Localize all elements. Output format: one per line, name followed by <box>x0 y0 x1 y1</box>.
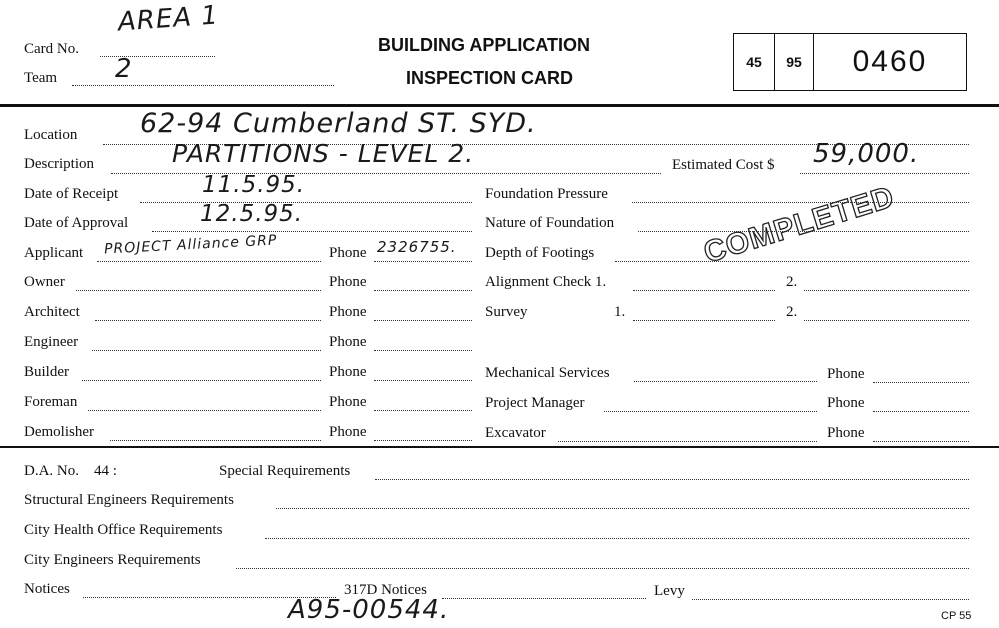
location-label: Location <box>24 127 78 143</box>
description-field[interactable] <box>111 173 661 174</box>
owner-label: Owner <box>24 274 65 290</box>
alignment-check-label: Alignment Check 1. <box>485 274 607 290</box>
builder-field[interactable] <box>82 380 321 381</box>
team-field[interactable] <box>72 85 334 86</box>
team-value: 2 <box>115 54 133 84</box>
ref-box-3: 0460 <box>852 45 928 78</box>
demolisher-phone-label: Phone <box>329 424 367 440</box>
special-requirements-field[interactable] <box>375 479 969 480</box>
foreman-label: Foreman <box>24 394 78 410</box>
alignment-check-2-field[interactable] <box>804 290 969 291</box>
owner-phone-label: Phone <box>329 274 367 290</box>
description-value: PARTITIONS - LEVEL 2. <box>172 139 475 168</box>
engineer-phone-field[interactable] <box>374 350 472 351</box>
city-engineers-field[interactable] <box>236 568 969 569</box>
project-manager-label: Project Manager <box>485 395 585 411</box>
location-value: 62-94 Cumberland ST. SYD. <box>140 108 537 139</box>
special-requirements-label: Special Requirements <box>219 463 351 479</box>
reference-number-boxes <box>733 33 967 91</box>
excavator-label: Excavator <box>485 425 546 441</box>
excavator-field[interactable] <box>558 441 817 442</box>
architect-field[interactable] <box>95 320 321 321</box>
structural-engineers-label: Structural Engineers Requirements <box>24 492 234 508</box>
demolisher-phone-field[interactable] <box>374 440 472 441</box>
card-no-label: Card No. <box>24 41 79 57</box>
mechanical-phone-label: Phone <box>827 366 865 382</box>
demolisher-field[interactable] <box>110 440 321 441</box>
form-code: CP 55 <box>941 610 972 622</box>
ref-box-2: 95 <box>775 34 814 90</box>
architect-label: Architect <box>24 304 80 320</box>
applicant-phone-value: 2326755. <box>377 238 457 256</box>
city-engineers-label: City Engineers Requirements <box>24 552 201 568</box>
estimated-cost-field[interactable] <box>800 173 969 174</box>
details-divider <box>0 446 999 448</box>
structural-engineers-field[interactable] <box>276 508 969 509</box>
engineer-phone-label: Phone <box>329 334 367 350</box>
form-title-line2: INSPECTION CARD <box>406 68 574 88</box>
foreman-phone-field[interactable] <box>374 410 472 411</box>
area-handwritten: AREA 1 <box>117 0 220 38</box>
alignment-check-2-label: 2. <box>786 274 798 290</box>
architect-phone-field[interactable] <box>374 320 472 321</box>
notices-label: Notices <box>24 581 70 597</box>
applicant-phone-label: Phone <box>329 245 367 261</box>
team-label: Team <box>24 70 58 86</box>
engineer-field[interactable] <box>92 350 321 351</box>
survey-label: Survey <box>485 304 528 320</box>
survey-2-field[interactable] <box>804 320 969 321</box>
survey-1-label: 1. <box>614 304 626 320</box>
demolisher-label: Demolisher <box>24 424 94 440</box>
builder-label: Builder <box>24 364 69 380</box>
date-receipt-label: Date of Receipt <box>24 186 119 202</box>
date-approval-label: Date of Approval <box>24 215 129 231</box>
mechanical-services-label: Mechanical Services <box>485 365 610 381</box>
excavator-phone-label: Phone <box>827 425 865 441</box>
project-manager-phone-field[interactable] <box>873 411 969 412</box>
mechanical-services-field[interactable] <box>634 381 817 382</box>
applicant-value: PROJECT Alliance GRP <box>103 232 278 258</box>
foundation-pressure-label: Foundation Pressure <box>485 186 608 202</box>
notices-317d-field[interactable] <box>442 598 646 599</box>
ref-box-1: 45 <box>734 34 775 90</box>
excavator-phone-field[interactable] <box>873 441 969 442</box>
architect-phone-label: Phone <box>329 304 367 320</box>
depth-footings-field[interactable] <box>615 261 969 262</box>
notices-317d-label: 317D Notices <box>344 582 427 598</box>
project-manager-field[interactable] <box>604 411 817 412</box>
builder-phone-field[interactable] <box>374 380 472 381</box>
levy-field[interactable] <box>692 599 969 600</box>
builder-phone-label: Phone <box>329 364 367 380</box>
survey-1-field[interactable] <box>633 320 775 321</box>
date-receipt-value: 11.5.95. <box>202 172 306 198</box>
survey-2-label: 2. <box>786 304 798 320</box>
date-approval-value: 12.5.95. <box>200 201 304 227</box>
header-divider <box>0 104 999 107</box>
da-no-value: 44 : <box>94 463 117 479</box>
nature-foundation-label: Nature of Foundation <box>485 215 615 231</box>
estimated-cost-label: Estimated Cost $ <box>672 157 775 173</box>
date-approval-field[interactable] <box>152 231 472 232</box>
owner-phone-field[interactable] <box>374 290 472 291</box>
form-title-line1: BUILDING APPLICATION <box>378 35 590 55</box>
applicant-phone-field[interactable] <box>374 261 472 262</box>
project-manager-phone-label: Phone <box>827 395 865 411</box>
foundation-pressure-field[interactable] <box>632 202 969 203</box>
alignment-check-1-field[interactable] <box>633 290 775 291</box>
completed-stamp: COMPLETED <box>700 180 899 270</box>
applicant-field[interactable] <box>97 261 321 262</box>
mechanical-phone-field[interactable] <box>873 382 969 383</box>
city-health-label: City Health Office Requirements <box>24 522 223 538</box>
da-no-label: D.A. No. <box>24 463 79 479</box>
description-label: Description <box>24 156 94 172</box>
depth-footings-label: Depth of Footings <box>485 245 595 261</box>
levy-label: Levy <box>654 583 685 599</box>
foreman-phone-label: Phone <box>329 394 367 410</box>
owner-field[interactable] <box>76 290 321 291</box>
notice-reference-handwritten: A95-00544. <box>288 595 450 625</box>
applicant-label: Applicant <box>24 245 84 261</box>
city-health-field[interactable] <box>265 538 969 539</box>
engineer-label: Engineer <box>24 334 79 350</box>
date-receipt-field[interactable] <box>140 202 472 203</box>
foreman-field[interactable] <box>88 410 321 411</box>
estimated-cost-value: 59,000. <box>813 139 920 169</box>
